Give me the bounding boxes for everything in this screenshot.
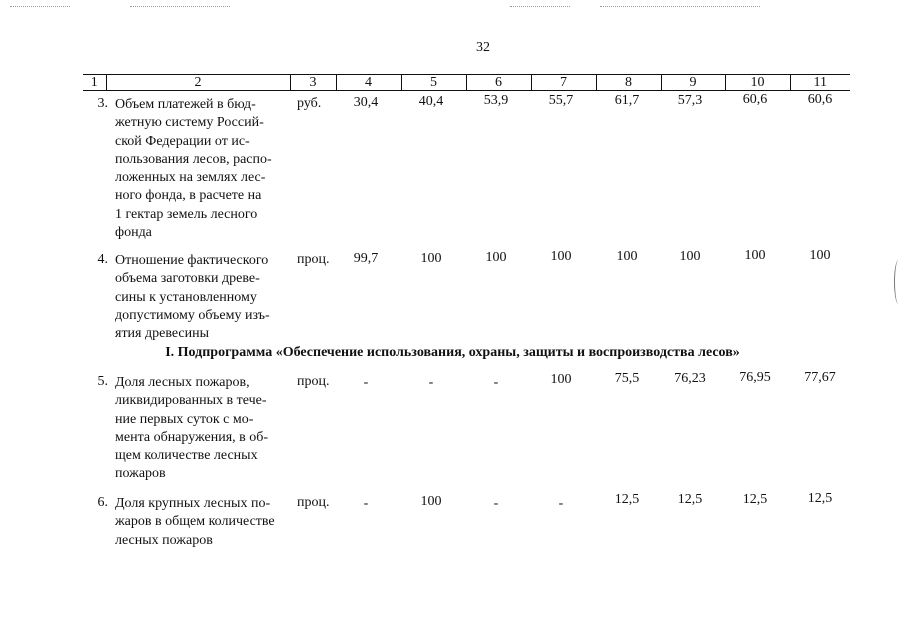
unit: проц.: [297, 374, 330, 389]
value-cell: 100: [679, 249, 701, 264]
scan-artifact: [10, 6, 70, 8]
value-cell: 100: [485, 250, 507, 265]
header-cell: 1: [83, 75, 106, 91]
value-cell: -: [493, 375, 499, 390]
row-number: 6.: [97, 495, 108, 510]
value-cell: 100: [420, 494, 442, 509]
value-cell: 61,7: [614, 93, 640, 108]
row-number: 4.: [97, 252, 108, 267]
value-cell: 12,5: [677, 492, 703, 507]
indicator-name-line: щем количестве лесных: [115, 448, 258, 464]
header-cell: 6: [466, 75, 531, 91]
header-cell: 3: [290, 75, 336, 91]
scan-artifact: [510, 6, 570, 8]
value-cell: 30,4: [353, 95, 379, 110]
indicator-name-line: ятия древесины: [115, 326, 210, 342]
indicator-name-line: Отношение фактического: [115, 253, 269, 268]
value-cell: 60,6: [807, 92, 833, 107]
value-cell: 100: [809, 248, 831, 263]
value-cell: 76,95: [739, 370, 771, 385]
page-number: 32: [476, 40, 490, 55]
indicator-name: [115, 495, 289, 550]
indicator-name-line: ложенных на землях лес-: [115, 170, 266, 186]
indicator-name-line: ской Федерации от ис-: [115, 133, 250, 149]
row-number: 3.: [97, 96, 108, 111]
indicator-name-line: Доля лесных пожаров,: [115, 375, 250, 390]
value-cell: 57,3: [677, 93, 703, 108]
header-cell: 8: [596, 75, 661, 91]
value-cell: -: [558, 496, 564, 511]
unit: проц.: [297, 252, 330, 267]
header-cell: 4: [336, 75, 401, 91]
scan-artifact: [600, 6, 760, 8]
unit: проц.: [297, 495, 330, 510]
indicator-name-line: ликвидированных в тече-: [115, 393, 267, 409]
indicator-name-line: ного фонда, в расчете на: [115, 188, 262, 204]
indicator-name-line: ние первых суток с мо-: [115, 411, 254, 427]
value-cell: 77,67: [804, 370, 836, 385]
header-cell: 10: [725, 75, 790, 91]
value-cell: 100: [550, 372, 572, 387]
column-number-header: [83, 74, 850, 91]
indicator-name-line: сины к установленному: [115, 289, 257, 305]
value-cell: 100: [744, 248, 766, 263]
value-cell: 12,5: [742, 492, 768, 507]
indicator-name: [115, 374, 289, 484]
indicator-name-line: фонда: [115, 225, 152, 241]
unit: руб.: [297, 96, 322, 111]
indicator-name-line: допустимому объему изъ-: [115, 307, 270, 323]
indicator-name-line: Доля крупных лесных по-: [115, 496, 271, 511]
value-cell: -: [363, 496, 369, 511]
value-cell: -: [428, 375, 434, 390]
value-cell: 75,5: [614, 371, 640, 386]
value-cell: 55,7: [548, 93, 574, 108]
header-cell: 2: [106, 75, 290, 91]
indicator-name-line: мента обнаружения, в об-: [115, 429, 269, 445]
indicator-name-line: жаров в общем количестве: [115, 514, 275, 530]
value-cell: -: [363, 375, 369, 390]
value-cell: 12,5: [614, 492, 640, 507]
header-cell: 9: [661, 75, 725, 91]
value-cell: 100: [616, 249, 638, 264]
indicator-name-line: пользования лесов, распо-: [115, 151, 272, 167]
indicator-name-line: Объем платежей в бюд-: [115, 97, 256, 112]
value-cell: 60,6: [742, 92, 768, 107]
value-cell: 76,23: [674, 371, 706, 386]
indicator-name-line: лесных пожаров: [115, 532, 213, 548]
value-cell: 100: [420, 251, 442, 266]
header-cell: 11: [790, 75, 850, 91]
scan-edge-mark: [894, 260, 903, 304]
scan-artifact: [130, 6, 230, 8]
subprogram-heading: I. Подпрограмма «Обеспечение использования, охраны, защиты и воспроизводства лесов»: [165, 345, 740, 360]
value-cell: 99,7: [353, 251, 379, 266]
indicator-name-line: пожаров: [115, 466, 166, 482]
indicator-name-line: объема заготовки древе-: [115, 271, 260, 287]
header-cell: 5: [401, 75, 466, 91]
row-number: 5.: [97, 374, 108, 389]
value-cell: 12,5: [807, 491, 833, 506]
indicator-name: [115, 96, 289, 242]
value-cell: 100: [550, 249, 572, 264]
value-cell: 53,9: [483, 93, 509, 108]
indicator-name-line: жетную систему Россий-: [115, 115, 264, 131]
header-cell: 7: [531, 75, 596, 91]
indicator-name: [115, 252, 289, 343]
value-cell: -: [493, 496, 499, 511]
value-cell: 40,4: [418, 94, 444, 109]
indicator-name-line: 1 гектар земель лесного: [115, 206, 258, 222]
